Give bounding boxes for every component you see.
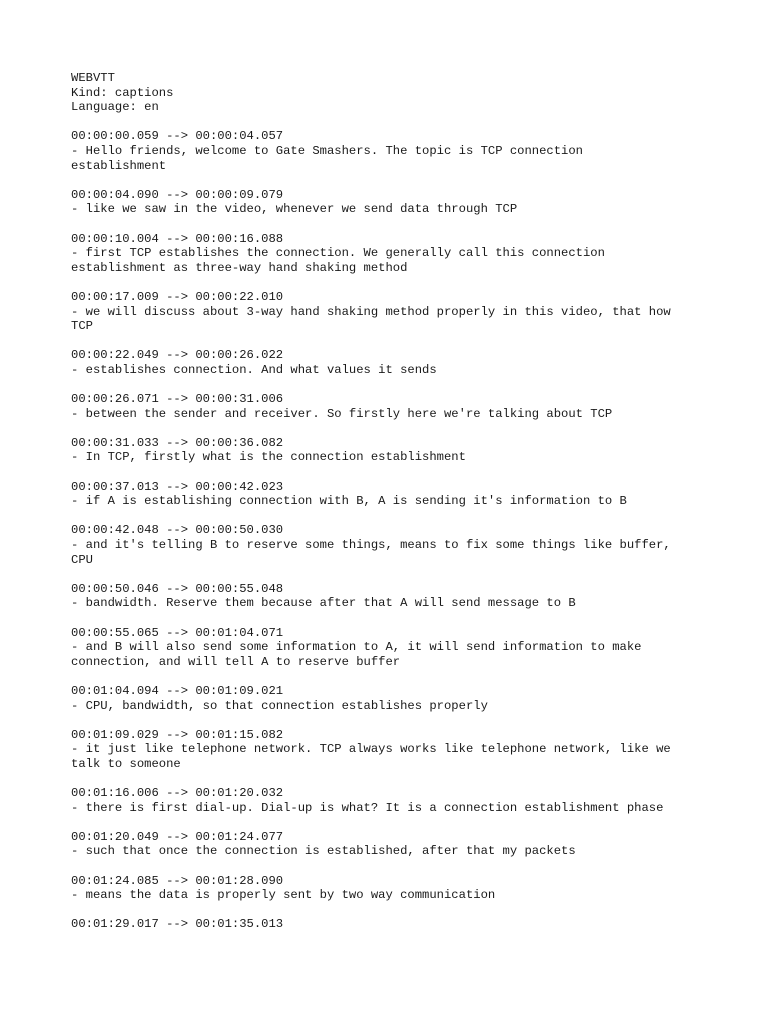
cue-timestamp: 00:01:09.029 --> 00:01:15.082 [71,727,284,742]
cue-text-line: connection, and will tell A to reserve buffer [71,654,401,669]
cue-text-line: - means the data is properly sent by two way communication [71,888,496,903]
header-language: Language: en [71,100,159,115]
header-kind: Kind: captions [71,85,174,100]
caption-cue [71,129,711,173]
cue-text-line: - bandwidth. Reserve them because after that A will send message to B [71,596,576,611]
cue-timestamp: 00:00:42.048 --> 00:00:50.030 [71,523,284,538]
caption-cue [71,480,711,509]
caption-cue [71,917,711,932]
cue-text-line: - we will discuss about 3-way hand shaking method properly in this video, that how [71,304,671,319]
caption-document [71,71,711,932]
cue-timestamp: 00:00:37.013 --> 00:00:42.023 [71,479,284,494]
cue-list [71,129,711,932]
cue-text-line: - between the sender and receiver. So firstly here we're talking about TCP [71,406,613,421]
caption-cue [71,348,711,377]
cue-text-line: - establishes connection. And what values it sends [71,362,437,377]
cue-text-line: - first TCP establishes the connection. We generally call this connection [71,246,605,261]
cue-timestamp: 00:00:50.046 --> 00:00:55.048 [71,581,284,596]
cue-text-line: - Hello friends, welcome to Gate Smashers. The topic is TCP connection [71,143,583,158]
cue-text-line: - CPU, bandwidth, so that connection establishes properly [71,698,488,713]
cue-timestamp: 00:00:31.033 --> 00:00:36.082 [71,435,284,450]
caption-cue [71,392,711,421]
cue-text-line: talk to someone [71,756,181,771]
cue-text-line: - it just like telephone network. TCP always works like telephone network, like we [71,742,671,757]
cue-timestamp: 00:00:00.059 --> 00:00:04.057 [71,129,284,144]
cue-timestamp: 00:01:20.049 --> 00:01:24.077 [71,829,284,844]
cue-timestamp: 00:01:16.006 --> 00:01:20.032 [71,786,284,801]
caption-cue [71,830,711,859]
caption-cue [71,786,711,815]
cue-timestamp: 00:00:10.004 --> 00:00:16.088 [71,231,284,246]
cue-text-line: CPU [71,552,93,567]
cue-timestamp: 00:00:55.065 --> 00:01:04.071 [71,625,284,640]
caption-cue [71,232,711,276]
caption-cue [71,728,711,772]
cue-timestamp: 00:00:04.090 --> 00:00:09.079 [71,187,284,202]
cue-timestamp: 00:00:26.071 --> 00:00:31.006 [71,392,284,407]
cue-timestamp: 00:01:04.094 --> 00:01:09.021 [71,683,284,698]
caption-cue [71,188,711,217]
caption-cue [71,582,711,611]
caption-cue [71,874,711,903]
caption-cue [71,684,711,713]
caption-cue [71,436,711,465]
cue-timestamp: 00:00:22.049 --> 00:00:26.022 [71,348,284,363]
cue-timestamp: 00:01:24.085 --> 00:01:28.090 [71,873,284,888]
cue-text-line: - like we saw in the video, whenever we send data through TCP [71,202,518,217]
header-format: WEBVTT [71,71,115,85]
cue-text-line: - and it's telling B to reserve some things, means to fix some things like buffer, [71,538,671,552]
cue-text-line: establishment as three-way hand shaking method [71,260,408,275]
caption-cue [71,626,711,670]
caption-cue [71,290,711,334]
cue-text-line: - In TCP, firstly what is the connection establishment [71,450,466,465]
cue-timestamp: 00:00:17.009 --> 00:00:22.010 [71,289,284,304]
cue-text-line: - such that once the connection is established, after that my packets [71,844,576,859]
caption-cue [71,523,711,567]
cue-text-line: - and B will also send some information to A, it will send information to make [71,640,642,655]
cue-text-line: - there is first dial-up. Dial-up is what? It is a connection establishment phase [71,800,664,815]
cue-text-line: - if A is establishing connection with B, A is sending it's information to B [71,494,627,509]
cue-timestamp: 00:01:29.017 --> 00:01:35.013 [71,917,284,932]
cue-text-line: establishment [71,158,167,173]
cue-text-line: TCP [71,319,93,334]
